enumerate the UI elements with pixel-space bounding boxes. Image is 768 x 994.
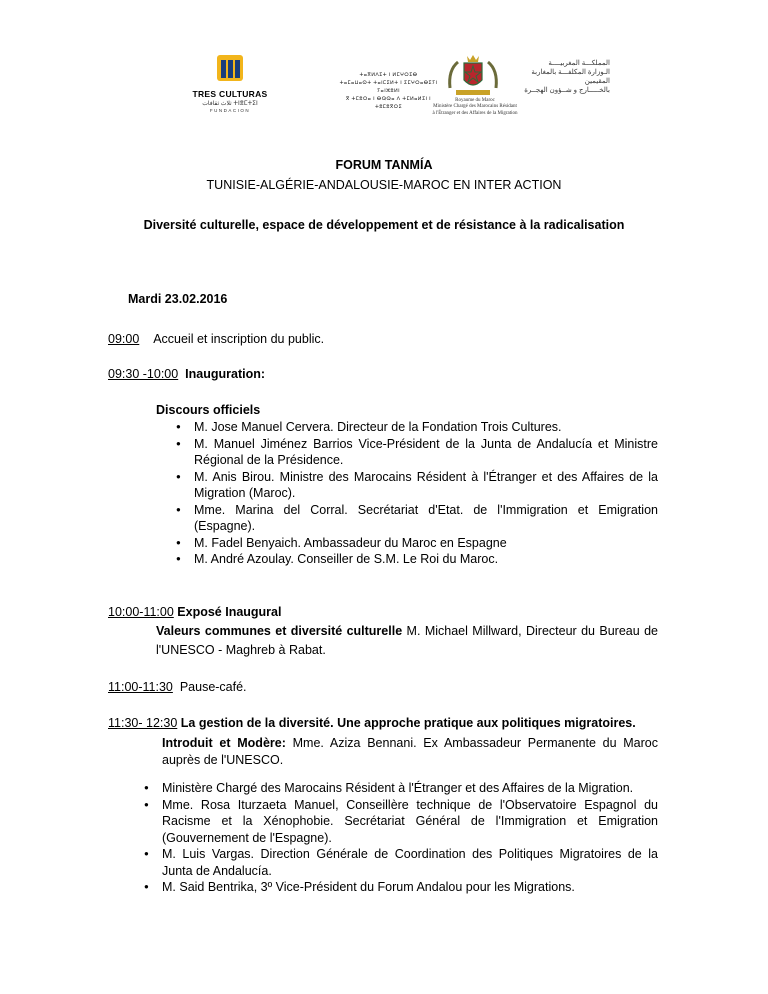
list-item: ● Mme. Rosa Iturzaeta Manuel, Conseillère technique de l'Observatoire Espagnol du Racisme et la Xénophobie. Secrétariat Général de l'Immigration et Emigration (Gouvernement de l'Espagne). [144,797,658,847]
forum-subtitle: TUNISIE-ALGÉRIE-ANDALOUSIE-MAROC EN INTER ACTION [206,178,562,192]
list-item: ● Ministère Chargé des Marocains Résident à l'Étranger et des Affaires de la Migration. [144,780,658,797]
ministry-arabic-text [508,59,610,95]
session-keynote [108,605,281,619]
session-title: Exposé Inaugural [177,605,282,619]
keynote-topic: Valeurs communes et diversité culturelle [156,624,403,638]
arabic-line: المملكـــة المغربيــــة [548,60,610,67]
arabic-line: الـوزارة المكلفـــة بالمغاربة المقيمين [531,69,610,85]
forum-theme: Diversité culturelle, espace de développement et de résistance à la radicalisation [143,218,625,232]
panelists-list [144,780,658,896]
french-line: Ministère Chargé des Marocains Résidant [433,104,517,110]
moderator-label: Introduit et Modère: [162,736,286,750]
tres-culturas-title: TRES CULTURAS [192,89,268,99]
list-item: ● M. Manuel Jiménez Barrios Vice-Président de la Junta de Andalucía et Ministre Régional de la Présidence. [176,436,658,469]
session-welcome [108,332,324,346]
session-coffee-break [108,680,247,694]
tifinagh-line: ⴳ ⵜⵎⵓⵔⴰ ⵏ ⴱⵕⵕⴰ ⴷ ⵜⵎⵍⴰⵍⵉⵏ ⵏ ⵜⵓⵎⵓⴳⵔⵉ [345,96,432,110]
session-title: Inauguration: [185,367,266,381]
list-item: ● M. André Azoulay. Conseiller de S.M. Le Roi du Maroc. [176,551,658,568]
list-item: ● M. Said Bentrika, 3º Vice-Président du Forum Andalou pour les Migrations. [144,879,658,896]
session-diversity-management [108,716,636,730]
ministry-french-text [417,98,533,117]
keynote-description [156,622,658,660]
moderator-text: Mme. Aziza Bennani. Ex Ambassadeur Permanente du Maroc auprès de l'UNESCO. [162,736,658,767]
tifinagh-line: ⵜⴰⵎⴰⵡⴰⵙⵜ ⵜⴰⵏⵎⵉⵍⵜ ⵏ ⵉⵎⵖⵔⴰⴱⵉⵢⵏ ⵢⴰⵏⵣⵓⵍⵏ [339,80,438,94]
program-date: Mardi 23.02.2016 [128,292,228,306]
session-inauguration [108,367,265,381]
forum-title: FORUM TANMÍA [335,158,433,172]
session-text: Accueil et inscription du public. [153,332,325,346]
tres-culturas-foundation: FUNDACION [209,108,251,113]
session-time: 11:30- 12:30 [108,716,178,730]
tres-culturas-emblem-icon [215,55,245,83]
session-text: Pause-café. [179,680,247,694]
french-line: Royaume du Maroc [455,98,495,103]
list-item: ● M. Jose Manuel Cervera. Directeur de la Fondation Trois Cultures. [176,419,658,436]
moderator-description [162,735,658,768]
keynote-speaker: M. Michael Millward, Directeur du Bureau de l'UNESCO - Maghreb à Rabat. [156,624,659,657]
list-item: ● Mme. Marina del Corral. Secrétariat d'Etat. de l'Immigration et Emigration (Espagne). [176,502,658,535]
session-time: 09:00 [108,332,140,346]
tres-culturas-subtitle: ثلاث ثقافات ⵜⵏⴻⵎⵜⵉⵏ [202,101,258,107]
session-time: 11:00-11:30 [108,680,173,694]
french-line: à l'Étranger et des Affaires de la Migration [432,110,518,116]
tres-culturas-logo [190,55,270,113]
session-time: 10:00-11:00 [108,605,174,619]
session-title: La gestion de la diversité. Une approche pratique aux politiques migratoires. [180,716,636,730]
arabic-line: بالخـــــارج و شــؤون الهجــرة [524,87,610,94]
official-speeches-heading: Discours officiels [156,403,261,417]
list-item: ● M. Fadel Benyaich. Ambassadeur du Maroc en Espagne [176,535,658,552]
list-item: ● M. Luis Vargas. Direction Générale de Coordination des Politiques Migratoires de la Junta de Andalucía. [144,846,658,879]
list-item: ● M. Anis Birou. Ministre des Marocains Résident à l'Étranger et des Affaires de la Migration (Maroc). [176,469,658,502]
moroccan-coat-of-arms-icon [446,52,500,98]
tifinagh-line: ⵜⴰⴳⵍⴷⵉⵜ ⵏ ⵍⵎⵖⵔⵉⴱ [359,72,418,78]
official-speakers-list [176,419,658,568]
session-time: 09:30 -10:00 [108,367,179,381]
